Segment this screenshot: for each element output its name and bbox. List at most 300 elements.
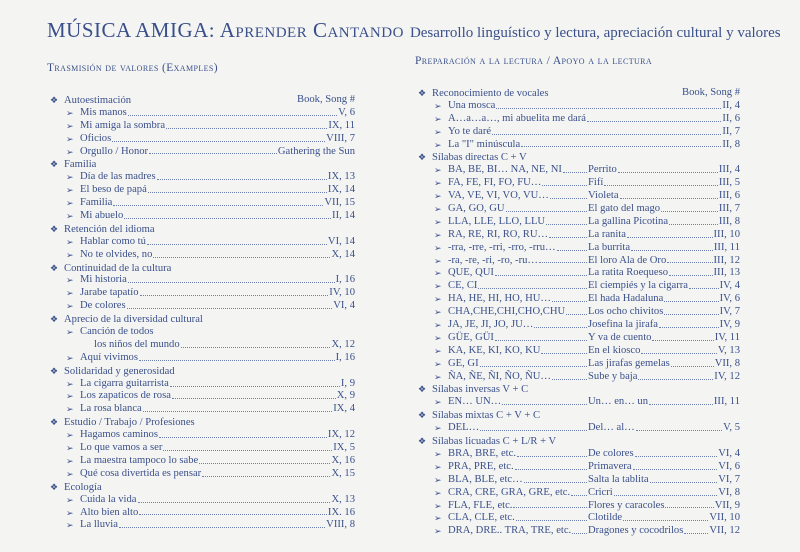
song-ref: X, 16 [331, 454, 355, 466]
dot-leader [495, 267, 587, 276]
split-entry [448, 512, 740, 525]
song-title: A…a…a…, mi abuelita me dará [448, 112, 586, 124]
syllable-cell [448, 396, 588, 409]
arrow-bullet-icon: ➢ [434, 423, 442, 434]
song-cell [588, 332, 740, 345]
list-item [418, 396, 740, 409]
list-item [50, 378, 355, 391]
song-ref: III, 13 [713, 267, 740, 279]
dot-leader [546, 216, 587, 225]
syllable-cell [448, 306, 588, 319]
arrow-bullet-icon: ➢ [66, 120, 74, 131]
arrow-bullet-icon: ➢ [434, 204, 442, 215]
syllable-text: QUE, QUI [448, 267, 494, 279]
syllable-text: GA, GO, GU [448, 203, 505, 215]
song-ref: VII, 10 [709, 512, 740, 524]
song-title: No te olvides, no [80, 248, 153, 260]
dot-leader [516, 512, 587, 521]
arrow-bullet-icon: ➢ [434, 294, 442, 305]
dot-leader [552, 371, 587, 380]
syllable-cell [448, 358, 588, 371]
arrow-bullet-icon: ➢ [434, 229, 442, 240]
list-item [50, 442, 355, 455]
list-item [418, 371, 740, 384]
dot-leader [517, 448, 587, 457]
diamond-bullet-icon: ❖ [50, 95, 59, 105]
syllable-text: EN… UN… [448, 396, 502, 408]
dot-leader [552, 293, 587, 302]
arrow-bullet-icon: ➢ [434, 100, 442, 111]
dot-leader [492, 126, 721, 135]
syllable-text: DRA, DRE.. TRA, TRE, etc. [448, 525, 572, 537]
dot-leader [513, 500, 587, 509]
list-item [418, 487, 740, 500]
split-entry [448, 190, 740, 203]
category-label: Familia [64, 159, 97, 171]
song-title: Qué cosa divertida es pensar [80, 467, 202, 479]
song-entry [80, 442, 355, 455]
dot-leader [199, 455, 330, 464]
dot-leader [534, 319, 587, 328]
arrow-bullet-icon: ➢ [434, 139, 442, 150]
diamond-bullet-icon: ❖ [50, 159, 59, 170]
category-label: Reconocimiento de vocales [432, 88, 549, 99]
split-entry [448, 293, 740, 306]
list-item [50, 287, 355, 300]
song-entry [80, 519, 355, 532]
song-title: El gato del mago [588, 203, 661, 215]
arrow-bullet-icon: ➢ [434, 397, 442, 408]
list-item [418, 113, 740, 126]
category-label: Sílabas inversas V + C [432, 384, 529, 396]
song-entry [80, 352, 355, 365]
dot-leader [661, 203, 718, 212]
list-item [50, 274, 355, 287]
syllable-cell [448, 280, 588, 293]
split-entry [448, 345, 740, 358]
syllable-cell [448, 242, 588, 255]
song-entry [448, 126, 740, 139]
song-ref: III, 10 [713, 228, 740, 240]
song-title: El beso de papá [80, 184, 147, 196]
syllable-text: LLA, LLE, LLO, LLU [448, 215, 546, 227]
category-row [418, 435, 740, 448]
song-title: Familia [80, 197, 113, 209]
song-cell [588, 177, 740, 190]
right-ref-header: Book, Song # [682, 87, 740, 98]
title-main: MÚSICA AMIGA: Aprender Cantando [47, 18, 404, 42]
dot-leader [549, 229, 587, 238]
syllable-cell [448, 500, 588, 513]
list-item [418, 190, 740, 203]
song-cell [588, 512, 740, 525]
song-cell [588, 448, 740, 461]
category-row [50, 94, 355, 107]
dot-leader [159, 429, 327, 438]
list-item [418, 177, 740, 190]
song-cell [588, 461, 740, 474]
list-item [50, 133, 355, 146]
song-title: Salta la tablita [588, 473, 649, 485]
arrow-bullet-icon: ➢ [66, 249, 74, 260]
list-item [418, 293, 740, 306]
dot-leader [506, 203, 588, 212]
arrow-bullet-icon: ➢ [434, 320, 442, 331]
arrow-bullet-icon: ➢ [66, 211, 74, 222]
song-title: Mis manos [80, 106, 127, 118]
song-cell [588, 293, 740, 306]
song-title: El hada Hadaluna [588, 293, 664, 305]
dot-leader [665, 500, 713, 509]
song-title: En el kiosco [588, 344, 641, 356]
dot-leader [689, 280, 719, 289]
song-ref: IV, 7 [719, 306, 740, 318]
dot-leader [669, 267, 713, 276]
song-entry [80, 468, 355, 481]
song-title: Yo te daré [448, 125, 492, 137]
split-entry [448, 500, 740, 513]
song-cell [588, 422, 740, 435]
split-entry [448, 371, 740, 384]
list-item [418, 203, 740, 216]
song-title: La "I" minúscula [448, 138, 521, 150]
syllable-cell [448, 319, 588, 332]
song-ref: III, 6 [718, 190, 740, 202]
song-ref: III, 5 [718, 177, 740, 189]
diamond-bullet-icon: ❖ [50, 314, 59, 325]
list-item [50, 171, 355, 184]
dot-leader [636, 422, 722, 431]
list-item [50, 429, 355, 442]
dot-leader [148, 184, 327, 193]
diamond-bullet-icon: ❖ [50, 417, 59, 428]
split-entry [448, 164, 740, 177]
arrow-bullet-icon: ➢ [66, 520, 74, 531]
song-entry [80, 326, 355, 339]
song-ref: V, 5 [723, 422, 740, 434]
song-title: Clotilde [588, 512, 623, 524]
arrow-bullet-icon: ➢ [434, 500, 442, 511]
list-item [418, 255, 740, 268]
syllable-cell [448, 332, 588, 345]
syllable-cell [448, 216, 588, 229]
arrow-bullet-icon: ➢ [434, 371, 442, 382]
song-title: La burrita [588, 241, 631, 253]
diamond-bullet-icon: ❖ [50, 365, 59, 376]
dot-leader [641, 345, 716, 354]
song-ref: Gathering the Sun [277, 145, 355, 157]
song-ref: I, 16 [335, 351, 355, 363]
song-title: Perrito [588, 164, 617, 176]
dot-leader [521, 139, 721, 148]
dot-leader [557, 242, 587, 251]
song-ref: III, 11 [713, 241, 740, 253]
song-cell [588, 525, 740, 538]
song-title: Hagamos caminos [80, 429, 158, 441]
list-item [418, 126, 740, 139]
split-entry [448, 177, 740, 190]
song-title: Los ocho chivitos [588, 306, 664, 318]
syllable-cell [448, 293, 588, 306]
syllable-text: VA, VE, VI, VO, VU… [448, 190, 549, 202]
list-item [418, 332, 740, 345]
list-item [50, 146, 355, 159]
arrow-bullet-icon: ➢ [66, 378, 74, 389]
song-ref: II, 7 [722, 125, 740, 137]
dot-leader [650, 474, 718, 483]
song-cell [588, 306, 740, 319]
dot-leader [157, 171, 327, 180]
song-title: Hablar como tú [80, 235, 146, 247]
song-ref: X, 15 [331, 467, 355, 479]
dot-leader [128, 107, 337, 116]
syllable-text: CLA, CLE, etc. [448, 512, 515, 524]
category-label: Autoestimación [64, 95, 132, 106]
song-entry [448, 100, 740, 113]
dot-leader [572, 525, 587, 534]
song-cell [588, 345, 740, 358]
syllable-text: CE, CI [448, 280, 478, 292]
song-ref: V, 6 [338, 106, 355, 118]
song-title: Los zapaticos de rosa [80, 390, 171, 402]
song-ref: IV, 11 [714, 331, 740, 343]
category-row [50, 262, 355, 275]
list-item [50, 519, 355, 532]
arrow-bullet-icon: ➢ [434, 487, 442, 498]
dot-leader [153, 249, 330, 258]
diamond-bullet-icon: ❖ [418, 436, 427, 447]
dot-leader [496, 100, 721, 109]
list-item [418, 358, 740, 371]
song-ref: IX, 11 [328, 119, 355, 131]
syllable-text: BLA, BLE, etc… [448, 473, 523, 485]
arrow-bullet-icon: ➢ [434, 461, 442, 472]
song-cell [588, 500, 740, 513]
list-item [418, 461, 740, 474]
song-ref: X, 13 [331, 493, 355, 505]
arrow-bullet-icon: ➢ [66, 185, 74, 196]
song-title: Jarabe tapatío [80, 287, 139, 299]
dot-leader [202, 468, 330, 477]
list-item [418, 500, 740, 513]
song-title: los niños del mundo [94, 338, 180, 350]
list-item [50, 184, 355, 197]
dot-leader [181, 339, 331, 348]
song-entry [80, 455, 355, 468]
dot-leader [143, 403, 332, 412]
song-title: Y va de cuento [588, 331, 652, 343]
song-ref: VI, 8 [718, 486, 740, 498]
song-entry [80, 494, 355, 507]
dot-leader [638, 371, 713, 380]
syllable-cell [448, 487, 588, 500]
syllable-text: FLA, FLE, etc. [448, 499, 513, 511]
left-column-heading: Trasmisión de valores (Examples) [47, 62, 219, 74]
syllable-text: ÑA, ÑE, ÑI, ÑO, ÑU… [448, 370, 551, 382]
song-entry [80, 197, 355, 210]
split-entry [448, 422, 740, 435]
syllable-cell [448, 512, 588, 525]
arrow-bullet-icon: ➢ [434, 242, 442, 253]
dot-leader [480, 422, 587, 431]
song-entry [80, 146, 355, 159]
dot-leader [669, 216, 718, 225]
syllable-text: GÜE, GÜI [448, 331, 494, 343]
category-label: Sílabas directas C + V [432, 152, 527, 164]
song-title: Canción de todos [80, 326, 154, 338]
arrow-bullet-icon: ➢ [66, 507, 74, 518]
list-item [418, 280, 740, 293]
list-item [50, 455, 355, 468]
list-item [50, 326, 355, 339]
left-ref-header: Book, Song # [297, 94, 355, 105]
song-entry [80, 390, 355, 403]
dot-leader [480, 358, 587, 367]
song-title: Mi historia [80, 274, 127, 286]
dot-leader [604, 177, 718, 186]
song-title: Del… al… [588, 422, 635, 434]
arrow-bullet-icon: ➢ [66, 172, 74, 183]
dot-leader [667, 255, 712, 264]
song-ref: IX. 16 [327, 506, 355, 518]
dot-leader [163, 442, 332, 451]
song-ref: IV, 6 [719, 293, 740, 305]
dot-leader [633, 461, 718, 470]
arrow-bullet-icon: ➢ [434, 268, 442, 279]
list-item [418, 164, 740, 177]
arrow-bullet-icon: ➢ [66, 494, 74, 505]
dot-leader [571, 487, 587, 496]
song-entry [80, 133, 355, 146]
syllable-text: FA, FE, FI, FO, FU… [448, 177, 542, 189]
dot-leader [112, 133, 325, 142]
song-entry [80, 300, 355, 313]
song-title: La gallina Picotina [588, 215, 669, 227]
song-cell [588, 474, 740, 487]
category-row [50, 313, 355, 326]
diamond-bullet-icon: ❖ [50, 223, 59, 234]
page-title [47, 18, 781, 43]
song-ref: III, 7 [718, 203, 740, 215]
title-subtitle: Desarrollo linguístico y lectura, apreciación cultural y valores [409, 25, 781, 41]
list-item [50, 197, 355, 210]
dot-leader [119, 519, 325, 528]
arrow-bullet-icon: ➢ [66, 391, 74, 402]
song-ref: IV, 4 [719, 280, 740, 292]
dot-leader [139, 352, 335, 361]
arrow-bullet-icon: ➢ [66, 236, 74, 247]
syllable-text: KA, KE, KI, KO, KU [448, 344, 541, 356]
category-label: Solidaridad y generosidad [64, 365, 175, 377]
dot-leader [515, 461, 587, 470]
dot-leader [664, 306, 718, 315]
arrow-bullet-icon: ➢ [66, 455, 74, 466]
song-title: Un… en… un [588, 396, 649, 408]
arrow-bullet-icon: ➢ [434, 113, 442, 124]
syllable-text: RA, RE, RI, RO, RU… [448, 228, 549, 240]
song-title: Primavera [588, 460, 632, 472]
split-entry [448, 242, 740, 255]
list-item [418, 100, 740, 113]
dot-leader [128, 274, 335, 283]
list-item [50, 403, 355, 416]
song-title: La rosa blanca [80, 403, 142, 415]
song-title: Mi amiga la sombra [80, 119, 166, 131]
song-title: El ciempiés y la cigarra [588, 280, 689, 292]
list-item [418, 267, 740, 280]
split-entry [448, 448, 740, 461]
dot-leader [149, 146, 277, 155]
song-title: La ratita Roequeso [588, 267, 669, 279]
song-cell [588, 371, 740, 384]
category-label: Continuidad de la cultura [64, 262, 172, 274]
category-row [50, 365, 355, 378]
syllable-cell [448, 203, 588, 216]
syllable-cell [448, 448, 588, 461]
split-entry [448, 255, 740, 268]
dot-leader [631, 242, 713, 251]
song-title: Dragones y cocodrilos [588, 525, 684, 537]
syllable-text: -rra, -rre, -rri, -rro, -rru… [448, 241, 556, 253]
arrow-bullet-icon: ➢ [434, 448, 442, 459]
song-entry [448, 113, 740, 126]
category-row [418, 151, 740, 164]
song-cell [588, 229, 740, 242]
syllable-cell [448, 229, 588, 242]
list-item [418, 345, 740, 358]
song-ref: IV, 9 [719, 319, 740, 331]
syllable-cell [448, 371, 588, 384]
list-item [50, 210, 355, 223]
list-item [50, 468, 355, 481]
split-entry [448, 474, 740, 487]
syllable-text: CHA,CHE,CHI,CHO,CHU [448, 306, 566, 318]
syllable-text: DEL… [448, 422, 480, 434]
list-item [418, 422, 740, 435]
syllable-cell [448, 177, 588, 190]
dot-leader [155, 326, 354, 335]
syllable-cell [448, 345, 588, 358]
song-ref: III, 11 [713, 396, 740, 408]
song-cell [588, 267, 740, 280]
song-entry [80, 171, 355, 184]
song-entry [80, 507, 355, 520]
song-ref: III, 12 [713, 254, 740, 266]
category-row [418, 409, 740, 422]
split-entry [448, 306, 740, 319]
category-row [50, 481, 355, 494]
dot-leader [113, 197, 323, 206]
song-title: Sube y baja [588, 370, 638, 382]
dot-leader [566, 306, 587, 315]
list-item [418, 139, 740, 152]
category-row [50, 416, 355, 429]
song-title: Cricri [588, 486, 613, 498]
song-title: Mi abuelo [80, 210, 124, 222]
song-ref: VI, 14 [327, 235, 355, 247]
song-cell [588, 203, 740, 216]
song-ref: X, 14 [331, 248, 355, 260]
list-item [418, 229, 740, 242]
song-ref: II, 6 [722, 112, 740, 124]
song-entry [80, 378, 355, 391]
syllable-text: JA, JE, JI, JO, JU… [448, 319, 534, 331]
arrow-bullet-icon: ➢ [66, 327, 74, 338]
song-entry [80, 274, 355, 287]
song-cell [588, 190, 740, 203]
split-entry [448, 487, 740, 500]
arrow-bullet-icon: ➢ [434, 526, 442, 537]
